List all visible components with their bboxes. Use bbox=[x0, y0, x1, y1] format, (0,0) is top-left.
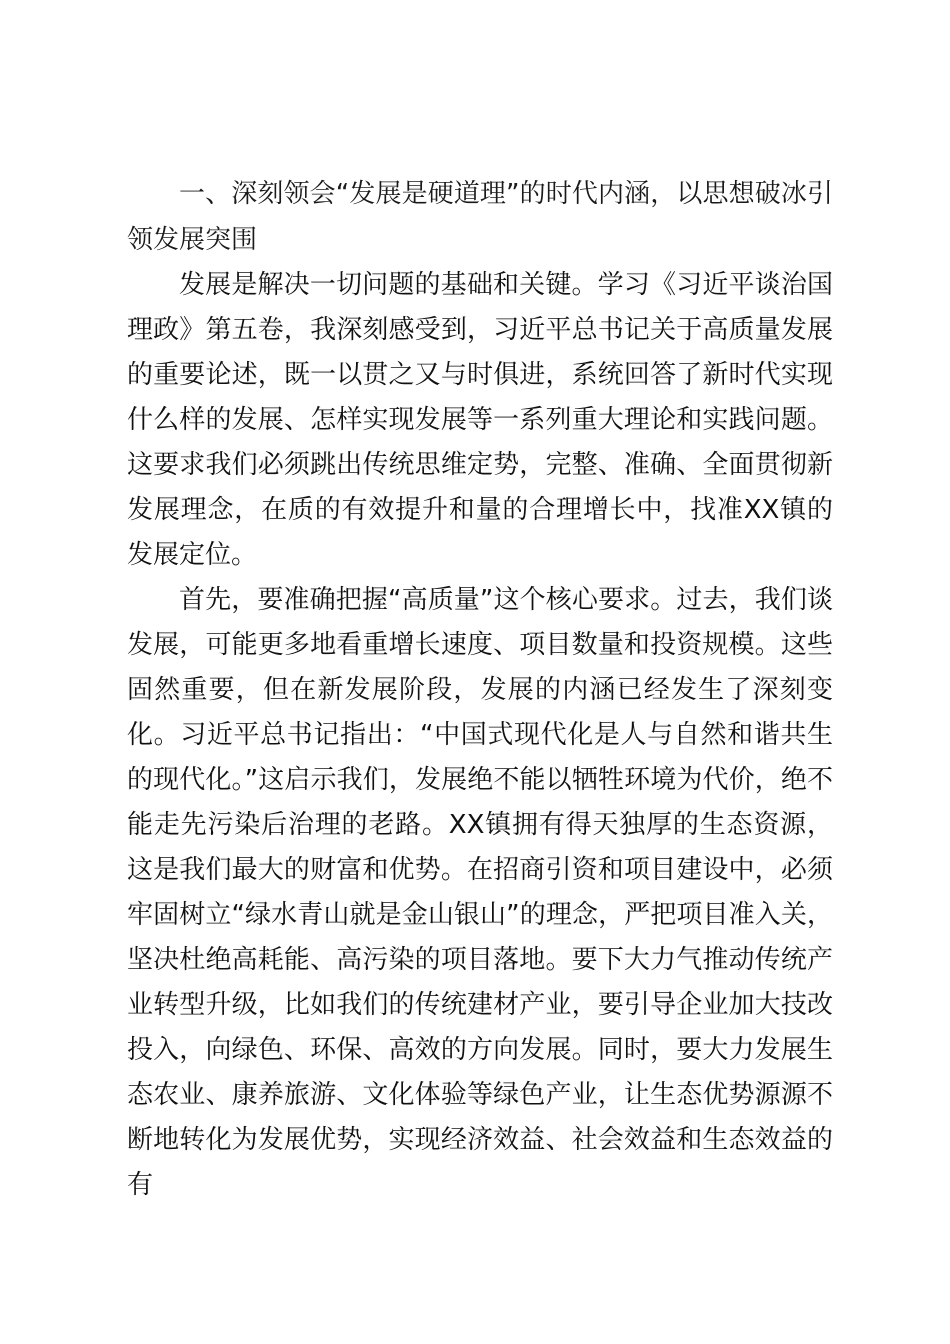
section-heading: 一、深刻领会“发展是硬道理”的时代内涵，以思想破冰引领发展突围 bbox=[127, 179, 833, 255]
paragraph-1: 发展是解决一切问题的基础和关键。学习《习近平谈治国理政》第五卷，我深刻感受到，习近平总书记关于高质量发展的重要论述，既一以贯之又与时俱进，系统回答了新时代实现什么样的发展、怎样实现发展等一系列重大理论和实践问题。这要求我们必须跳出传统思维定势，完整、准确、全面贯彻新发展理念，在质的有效提升和量的合理增长中，找准XX镇的发展定位。 bbox=[127, 270, 833, 570]
paragraph-2: 首先，要准确把握“高质量”这个核心要求。过去，我们谈发展，可能更多地看重增长速度、项目数量和投资规模。这些固然重要，但在新发展阶段，发展的内涵已经发生了深刻变化。习近平总书记指出：“中国式现代化是人与自然和谐共生的现代化。”这启示我们，发展绝不能以牺牲环境为代价，绝不能走先污染后治理的老路。XX镇拥有得天独厚的生态资源，这是我们最大的财富和优势。在招商引资和项目建设中，必须牢固树立“绿水青山就是金山银山”的理念，严把项目准入关，坚决杜绝高耗能、高污染的项目落地。要下大力气推动传统产业转型升级，比如我们的传统建材产业，要引导企业加大技改投入，向绿色、环保、高效的方向发展。同时，要大力发展生态农业、康养旅游、文化体验等绿色产业，让生态优势源源不断地转化为发展优势，实现经济效益、社会效益和生态效益的有 bbox=[127, 585, 833, 1200]
document-body bbox=[127, 171, 833, 1208]
